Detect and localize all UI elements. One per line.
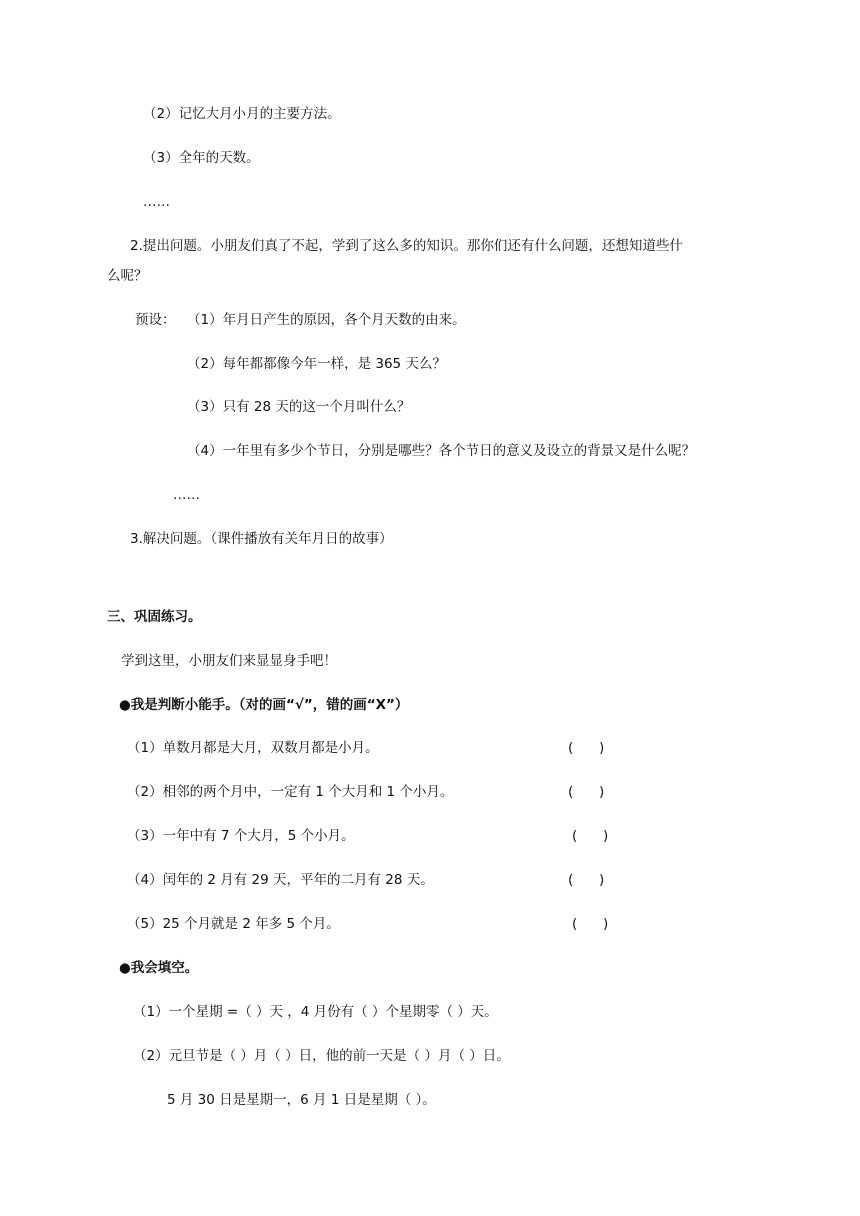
recall-item-3: （3）全年的天数。	[143, 150, 260, 166]
judge-heading: ●我是判断小能手。（对的画“√”，错的画“X”）	[119, 697, 409, 713]
fill-item-2[interactable]: （2）元旦节是（ ）月（ ）日，他的前一天是（ ）月（ ）日。	[133, 1048, 510, 1064]
judge-blank-2[interactable]: ( )	[568, 784, 605, 800]
preset-item-1: （1）年月日产生的原因，各个月天数的由来。	[187, 312, 466, 328]
judge-item-4: （4）闰年的 2 月有 29 天，平年的二月有 28 天。	[127, 872, 434, 888]
fill-heading: ●我会填空。	[119, 960, 199, 976]
preset-label: 预设：	[135, 312, 176, 328]
preset-item-4: （4）一年里有多少个节日，分别是哪些？各个节日的意义及设立的背景又是什么呢？	[187, 443, 696, 459]
step2-paragraph-line2: 么呢？	[107, 268, 148, 284]
preset-item-3: （3）只有 28 天的这一个月叫什么？	[187, 399, 411, 415]
recall-ellipsis: ……	[143, 194, 170, 210]
preset-item-2: （2）每年都都像今年一样，是 365 天么？	[187, 356, 446, 372]
judge-item-2: （2）相邻的两个月中，一定有 1 个大月和 1 个小月。	[127, 784, 454, 800]
step2-paragraph-line1: 2.提出问题。小朋友们真了不起，学到了这么多的知识。那你们还有什么问题，还想知道些什	[130, 238, 683, 254]
preset-ellipsis: ……	[173, 487, 200, 503]
judge-item-1: （1）单数月都是大月，双数月都是小月。	[127, 740, 379, 756]
step3-paragraph: 3.解决问题。（课件播放有关年月日的故事）	[130, 531, 393, 547]
fill-item-2b[interactable]: 5 月 30 日是星期一，6 月 1 日是星期（ ）。	[167, 1092, 436, 1108]
fill-item-1[interactable]: （1）一个星期 =（ ）天 ，4 月份有（ ）个星期零（ ）天。	[133, 1004, 498, 1020]
judge-blank-1[interactable]: ( )	[568, 740, 605, 756]
section3-heading: 三、巩固练习。	[107, 609, 202, 625]
section3-intro: 学到这里，小朋友们来显显身手吧！	[121, 653, 337, 669]
judge-blank-4[interactable]: ( )	[568, 872, 605, 888]
judge-item-3: （3）一年中有 7 个大月，5 个小月。	[127, 828, 355, 844]
judge-blank-3[interactable]: ( )	[572, 828, 609, 844]
judge-blank-5[interactable]: ( )	[572, 916, 609, 932]
judge-item-5: （5）25 个月就是 2 年多 5 个月。	[127, 916, 340, 932]
recall-item-2: （2）记忆大月小月的主要方法。	[143, 106, 341, 122]
